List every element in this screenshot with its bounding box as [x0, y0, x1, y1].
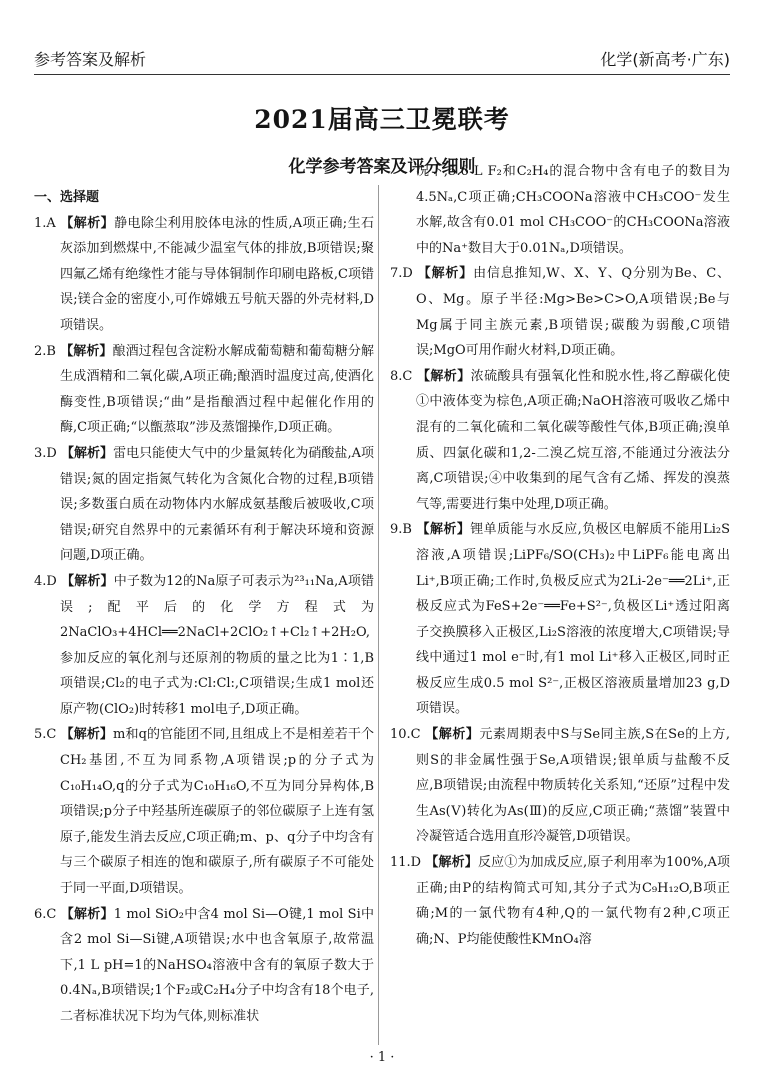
answer-number: 3.D — [34, 445, 57, 461]
answer-number: 6.C — [34, 906, 57, 922]
right-answer-list — [390, 261, 730, 952]
answer-number: 8.C — [390, 368, 413, 384]
answer-item — [390, 261, 730, 363]
answer-text: 锂单质能与水反应,负极区电解质不能用Li₂S溶液,A项错误;LiPF₆/SO(CH₃)₂中LiPF₆能电离出Li⁺,B项正确;工作时,负极反应式为2Li-2e⁻══2Li⁺,正极反应式为FeS+2e⁻══Fe+S²⁻,负极区Li⁺透过阳离子交换膜移入正极区,Li₂S溶液的浓度增大,C项错误;导线中通过1 mol e⁻时,有1 mol Li⁺移入正极区,同时正极反应生成0.5 mol S²⁻,正极区溶液质量增加23 g,D项错误。 — [416, 522, 730, 717]
analysis-tag: 【解析】 — [60, 215, 115, 231]
answer-item — [390, 517, 730, 722]
answer-item — [34, 441, 374, 569]
analysis-tag: 【解析】 — [60, 906, 114, 922]
answer-number: 9.B — [390, 522, 412, 538]
answer-number: 4.D — [34, 573, 57, 589]
analysis-tag: 【解析】 — [425, 727, 480, 743]
answer-number: 2.B — [34, 343, 56, 359]
analysis-tag: 【解析】 — [60, 727, 114, 743]
analysis-tag: 【解析】 — [60, 445, 114, 461]
answer-number: 1.A — [34, 215, 56, 231]
section-heading: 一、选择题 — [34, 190, 100, 205]
answer-text: 元素周期表中S与Se同主族,S在Se的上方,则S的非金属性强于Se,A项错误;银单质与盐酸不反应,B项错误;由流程中物质转化关系知,“还原”过程中发生As(Ⅴ)转化为As(Ⅲ)的反应,C项正确;“蒸馏”装置中冷凝管适合选用直形冷凝管,D项错误。 — [416, 727, 730, 845]
answer-text: 中子数为12的Na原子可表示为²³₁₁Na,A项错误;配平后的化学方程式为2NaClO₃+4HCl══2NaCl+2ClO₂↑+Cl₂↑+2H₂O,参加反应的氧化剂与还原剂的物质的量之比为1∶1,B项错误;Cl₂的电子式为:Cl:Cl:,C项错误;生成1 mol还原产物(ClO₂)时转移1 mol电子,D项正确。 — [60, 573, 374, 717]
answer-text: 酿酒过程包含淀粉水解成葡萄糖和葡萄糖分解生成酒精和二氧化碳,A项正确;酿酒时温度过高,使酒化酶变性,B项错误;“曲”是指酿酒过程中起催化作用的酶,C项正确;“以甑蒸取”涉及蒸馏操作,D项正确。 — [60, 343, 374, 436]
answer-text: 静电除尘利用胶体电泳的性质,A项正确;生石灰添加到燃煤中,不能减少温室气体的排放,B项错误;聚四氟乙烯有绝缘性才能与导体铜制作印刷电路板,C项错误;镁合金的密度小,可作嫦娥五号航天器的外壳材料,D项错误。 — [60, 215, 374, 333]
answer-item — [390, 364, 730, 518]
analysis-tag: 【解析】 — [61, 573, 114, 589]
analysis-tag: 【解析】 — [416, 368, 471, 384]
answer-text: 1 mol SiO₂中含4 mol Si—O键,1 mol Si中含2 mol Si—Si键,A项错误;水中也含氧原子,故常温下,1 L pH=1的NaHSO₄溶液中含有的氧原子数大于0.4Nₐ,B项错误;1个F₂或C₂H₄分子中均含有18个电子,二者标准状况下均为气体,则标准状 — [60, 906, 374, 1024]
answer-item — [34, 569, 374, 723]
answer-item — [34, 902, 374, 1030]
answer-continuation: 况下,5.6 L F₂和C₂H₄的混合物中含有电子的数目为4.5Nₐ,C项正确;CH₃COONa溶液中CH₃COO⁻发生水解,故含有0.01 mol CH₃COO⁻的CH₃COONa溶液中的Na⁺数目大于0.01Nₐ,D项错误。 — [416, 164, 730, 256]
answer-text: 浓硫酸具有强氧化性和脱水性,将乙醇碳化使①中液体变为棕色,A项正确;NaOH溶液可吸收乙烯中混有的二氧化硫和二氧化碳等酸性气体,B项正确;溴单质、四氯化碳和1,2-二溴乙烷互溶,不能通过分液法分离,C项错误;④中收集到的尾气含有乙烯、挥发的溴蒸气等,需要进行集中处理,D项正确。 — [416, 368, 730, 512]
left-column — [34, 185, 374, 1030]
answer-item — [34, 722, 374, 901]
answer-number: 11.D — [390, 855, 422, 871]
answer-item — [34, 211, 374, 339]
page-header — [34, 44, 730, 75]
answer-text: 由信息推知,W、X、Y、Q分别为Be、C、O、Mg。原子半径:Mg>Be>C>O,A项错误;Be与Mg属于同主族元素,B项错误;碳酸为弱酸,C项错误;MgO可用作耐火材料,D项正确。 — [416, 266, 730, 359]
answer-item — [34, 339, 374, 441]
left-answer-list — [34, 211, 374, 1030]
column-divider — [378, 185, 379, 1045]
page-number: · 1 · — [369, 1050, 395, 1065]
answer-number: 10.C — [390, 727, 421, 743]
analysis-tag: 【解析】 — [416, 522, 471, 538]
right-column — [390, 159, 730, 952]
page-subtitle: 化学参考答案及评分细则 — [288, 157, 476, 177]
answer-number: 5.C — [34, 727, 57, 743]
answer-text: 反应①为加成反应,原子利用率为100%,A项正确;由P的结构简式可知,其分子式为C₉H₁₂O,B项正确;M的一氯代物有4种,Q的一氯代物有2种,C项正确;N、P均能使酸性KMnO₄溶 — [416, 855, 730, 947]
analysis-tag: 【解析】 — [60, 343, 113, 359]
page-title: 2021届高三卫冕联考 — [254, 105, 510, 134]
answer-text: m和q的官能团不同,且组成上不是相差若干个CH₂基团,不互为同系物,A项错误;p的分子式为C₁₀H₁₄O,q的分子式为C₁₀H₁₆O,不互为同分异构体,B项错误;p分子中羟基所连碳原子的邻位碳原子上连有氢原子,能发生消去反应,C项正确;m、p、q分子中均含有与三个碳原子相连的饱和碳原子,所有碳原子不可能处于同一平面,D项错误。 — [60, 727, 374, 897]
answer-number: 7.D — [390, 266, 413, 282]
answer-text: 雷电只能使大气中的少量氮转化为硝酸盐,A项错误;氮的固定指氮气转化为含氮化合物的过程,B项错误;多数蛋白质在动物体内水解成氨基酸后被吸收,C项错误;研究自然界中的元素循环有利于解决环境和资源问题,D项正确。 — [60, 445, 374, 564]
analysis-tag: 【解析】 — [425, 855, 478, 871]
header-right: 化学(新高考·广东) — [600, 50, 730, 69]
header-left: 参考答案及解析 — [34, 50, 147, 69]
answer-item — [390, 850, 730, 952]
answer-item — [390, 722, 730, 850]
analysis-tag: 【解析】 — [417, 266, 474, 282]
